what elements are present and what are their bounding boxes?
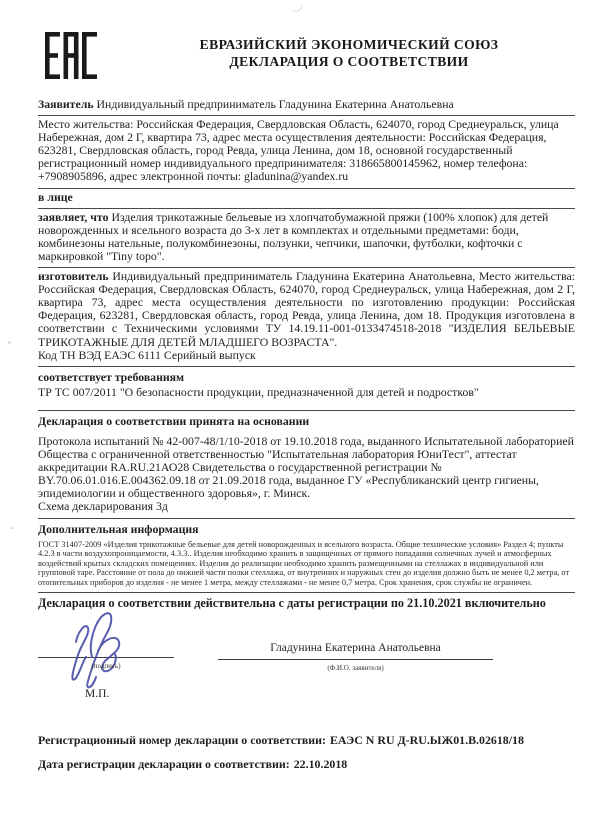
basis-section [38, 411, 575, 519]
fullname-line [218, 659, 493, 660]
additional-info-text: ГОСТ 31407-2009 «Изделия трикотажные бельевые для детей новорожденных и ясельного возраста. Общие технические условия» Раздел 4; пункты 4.2.3 в части воздухопроницаемости, 4.3.3.. Изделия необходимо хранить в защищенных от прямого попадания солнечных лучей и атмосферных воздействий крытых складских помещениях. Изделия до реализации необходимо хранить размещенными на стеллажах в индивидуальной или групповой таре. Расстояние от пола до нижней части полки стеллажа, от внутренних и наружных стен до изделия должно быть не менее 0,2 метра, от отопительных приборов до изделия - не менее 1 метра, между стеллажами - не менее 0,7 метра. Срок хранения, срок службы не ограничен. [38, 539, 570, 587]
eac-logo-icon [45, 32, 97, 84]
declares-paragraph [38, 209, 575, 268]
conforms-heading: соответствует требованиям [38, 369, 185, 384]
declares-label: заявляет, что [38, 209, 109, 224]
fullname-caption: (Ф.И.О. заявителя) [327, 663, 384, 672]
registration-footer [38, 734, 575, 771]
basis-text: Протокола испытаний № 42-007-48/1/10-2018 от 19.10.2018 года, выданного Испытательной лабораторией Общества с ограниченной ответственностью "Испытательная лаборатория ЮниТест", аттестат аккредитации RA.RU.21АО28 Свидетельства о государственной регистрации № BY.70.06.01.016.Е.004362.09.18 от 21.09.2018 года, выданное ГУ «Республиканский центр гигиены, эпидемиологии и общественного здоровья», г. Минск. [38, 433, 574, 501]
registration-number-value: ЕАЭС N RU Д-RU.ЫЖ01.В.02618/18 [329, 732, 524, 747]
residence-text: Место жительства: Российская Федерация, Свердловская Область, 624070, город Среднеуральск, улица Набережная, дом 2 Г, квартира 73, адрес места осуществления деятельности: Российская Федерация, 623281, Свердловская область, город Ревда, улица Ленина, дом 18, основной государственный регистрационный номер индивидуального предпринимателя: 318665800145962, номер телефона: +7908905896, адрес электронной почты: gladunina@yandex.ru [38, 117, 559, 184]
applicant-row [38, 96, 575, 116]
scan-speck [8, 341, 11, 344]
in-person-label: в лице [38, 189, 73, 204]
declaration-scheme: Схема декларирования 3д [38, 499, 168, 514]
additional-info-section [38, 519, 575, 593]
scan-artifact [291, 2, 303, 15]
residence-paragraph [38, 116, 575, 188]
manufacturer-text: Индивидуальный предприниматель Гладунина Екатерина Анатольевна, Место жительства: Российская Федерация, Свердловская Область, 624070, город Среднеуральск, улица Набережная, дом 2 Г, квартира 73, адрес места осуществления деятельности по изготовлению продукции: Российская Федерация, 623281, Свердловская область, город Ревда, улица Ленина, дом 18. Продукция изготовлена в соответствии с Техническими условиями ТУ 14.19.11-001-0133474518-2018 "ИЗДЕЛИЯ БЕЛЬЕВЫЕ ТРИКОТАЖНЫЕ ДЛЯ ДЕТЕЙ МЛАДШЕГО ВОЗРАСТА". [38, 269, 576, 349]
applicant-fullname: Гладунина Екатерина Анатольевна [270, 641, 441, 654]
title-line-1: ЕВРАЗИЙСКИЙ ЭКОНОМИЧЕСКИЙ СОЮЗ [199, 37, 499, 52]
in-person-row [38, 189, 575, 209]
basis-heading: Декларация о соответствии принята на основании [38, 413, 310, 428]
registration-date-row [38, 758, 575, 771]
manufacturer-section [38, 268, 575, 367]
conforms-section [38, 367, 575, 411]
handwritten-signature-icon [62, 610, 134, 697]
applicant-label: Заявитель [38, 97, 94, 111]
signature-caption: (подпись) [91, 661, 121, 670]
validity-statement: Декларация о соответствии действительна с даты регистрации по 21.10.2021 включительно [38, 595, 546, 610]
registration-date-label: Дата регистрации декларации о соответствии: [38, 756, 290, 771]
stamp-place: М.П. [85, 687, 110, 700]
scan-speck [10, 527, 13, 529]
registration-date-value: 22.10.2018 [293, 756, 348, 771]
document-body [38, 96, 575, 782]
additional-info-heading: Дополнительная информация [38, 521, 199, 536]
conforms-text: ТР ТС 007/2011 "О безопасности продукции, предназначенной для детей и подростков" [38, 384, 479, 399]
manufacturer-paragraph [38, 270, 575, 349]
tnved-code-line: Код ТН ВЭД ЕАЭС 6111 Серийный выпуск [38, 347, 256, 362]
document-title [120, 36, 578, 70]
manufacturer-label: изготовитель [38, 269, 109, 284]
signature-zone [38, 616, 575, 708]
declares-text: Изделия трикотажные бельевые из хлопчатобумажной пряжи (100% хлопок) для детей новорожденных и ясельного возраста до 3-х лет в комплектах и отдельными предметами: боди, комбинезоны нательные, полукомбинезоны, ползунки, чепчики, шапочки, футболки, кофточки с маркировкой "Tiny topo". [38, 209, 549, 263]
registration-number-label: Регистрационный номер декларации о соответствии: [38, 732, 326, 747]
title-line-2: ДЕКЛАРАЦИЯ О СООТВЕТСТВИИ [229, 54, 469, 69]
applicant-value: Индивидуальный предприниматель Гладунина Екатерина Анатольевна [96, 97, 454, 111]
registration-number-row [38, 734, 575, 747]
